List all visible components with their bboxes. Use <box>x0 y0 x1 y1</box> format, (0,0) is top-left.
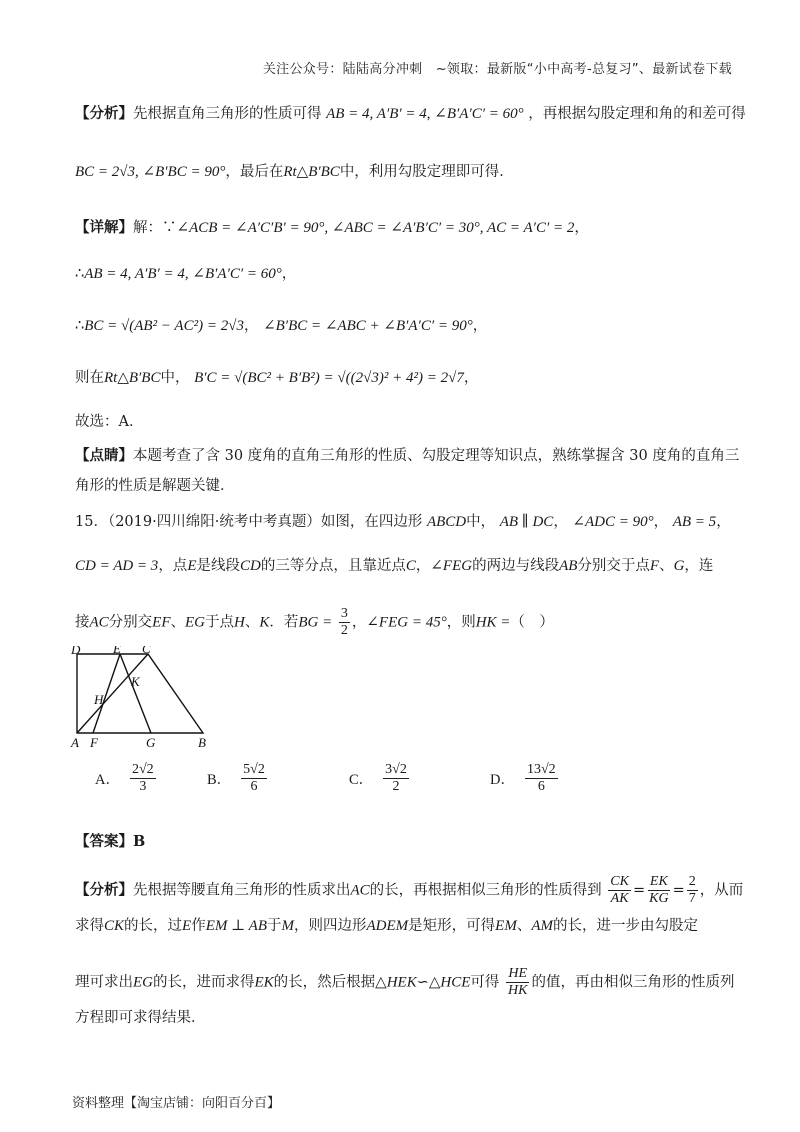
q15-stem-line-3: 接AC分别交EF、EG于点H、K．若BG = $\frac{3}{2}$ ，∠FEG = 45°，则HK =（ ） <box>75 606 554 638</box>
q15-analysis-line-1: 【分析】先根据等腰直角三角形的性质求出AC的长，再根据相似三角形的性质得到 $\frac{CK}{AK}$ = $\frac{EK}{KG}$ = $\frac{2}{7}$ ，从而 <box>75 874 744 906</box>
label-k: K <box>131 674 140 689</box>
math: ∠ADC = 90° <box>572 514 654 530</box>
math: AB = 4, A′B′ = 4, ∠B′A′C′ = 60° <box>326 106 524 122</box>
page-header: 关注公众号：陆陆高分冲刺 ~领取：最新版“小中高考-总复习”、最新试卷下载 <box>262 62 732 77</box>
segment-eg <box>120 654 151 733</box>
label-h: H <box>94 692 104 707</box>
math: ABCD <box>426 514 467 530</box>
choice-c: C． $\frac{3√2}{2}$ <box>349 762 407 794</box>
math: BC = 2√3, ∠B′BC = 90° <box>75 164 226 180</box>
math: ∠B′BC = ∠ABC + ∠B′A′C′ = 90° <box>263 318 473 334</box>
math: Rt△B′BC <box>283 164 340 180</box>
q14-analysis-line-2: BC = 2√3, ∠B′BC = 90°，最后在Rt△B′BC中，利用勾股定理即可得． <box>75 164 514 180</box>
q14-detail-line-2: ∴AB = 4, A′B′ = 4, ∠B′A′C′ = 60°， <box>75 266 297 282</box>
analysis-label: 【分析】 <box>75 881 133 899</box>
choice-a: A． $\frac{2√2}{3}$ <box>95 762 154 794</box>
math: AB ∥ DC <box>499 514 554 530</box>
q15-analysis-line-4: 方程即可求得结果． <box>75 1010 206 1026</box>
math: AB = 5 <box>672 514 717 530</box>
analysis-label: 【分析】 <box>75 105 133 122</box>
detail-label: 【详解】 <box>75 219 133 236</box>
q14-comment-line-2: 角形的性质是解题关键． <box>75 478 235 494</box>
q15-answer: 【答案】B <box>75 833 146 850</box>
q15-stem-line-1: 15．（2019·四川绵阳·统考中考真题）如图，在四边形 ABCD中， AB ∥ DC， ∠ADC = 90°， AB = 5， <box>75 514 731 530</box>
fraction-bg: $\frac{3}{2}$ <box>340 606 348 638</box>
label-f: F <box>90 735 98 750</box>
label-b: B <box>198 735 206 750</box>
label-d: D <box>71 646 81 657</box>
q15-analysis-line-2: 求得CK的长，过E作EM ⊥ AB于M，则四边形ADEM是矩形，可得EM、AM的长，进一步由勾股定 <box>75 918 699 934</box>
segment-ac <box>77 654 148 733</box>
q14-comment-line-1: 【点睛】本题考查了含 30 度角的直角三角形的性质、勾股定理等知识点，熟练掌握含 30 度角的直角三 <box>75 447 740 464</box>
q14-analysis-line-1: 【分析】先根据直角三角形的性质可得 AB = 4, A′B′ = 4, ∠B′A′C′ = 60° ，再根据勾股定理和角的和差可得 <box>75 105 746 122</box>
choice-b: B． $\frac{5√2}{6}$ <box>207 762 265 794</box>
label-a: A <box>71 735 79 750</box>
math: ∠ACB = ∠A′C′B′ = 90°, ∠ABC = ∠A′B′C′ = 30°, AC = A′C′ = 2 <box>176 220 575 236</box>
math: BC = √(AB² − AC²) = 2√3 <box>84 318 244 334</box>
q14-detail-line-4: 则在Rt△B′BC中， B′C = √(BC² + B′B²) = √((2√3)² + 4²) = 2√7， <box>75 370 479 386</box>
label-e: E <box>113 646 121 656</box>
q15-figure <box>70 646 220 752</box>
math: Rt△B′BC <box>104 370 161 386</box>
math: AB = 4, A′B′ = 4, ∠B′A′C′ = 60° <box>84 266 282 282</box>
comment-label: 【点睛】 <box>75 447 133 464</box>
q15-analysis-line-3: 理可求出EG的长，进而求得EK的长，然后根据△HEK∽△HCE可得 $\frac{HE}{HK}$ 的值，再由相似三角形的性质列 <box>75 966 735 998</box>
q14-choose: 故选：A． <box>75 414 144 430</box>
page-footer: 资料整理【淘宝店铺：向阳百分百】 <box>72 1096 281 1111</box>
math: CD = AD = 3 <box>75 558 159 574</box>
label-g: G <box>146 735 156 750</box>
choice-d: D． $\frac{13√2}{6}$ <box>490 762 556 794</box>
q14-detail-line-1: 【详解】解：∵∠ACB = ∠A′C′B′ = 90°, ∠ABC = ∠A′B′C′ = 30°, AC = A′C′ = 2， <box>75 219 589 236</box>
q14-detail-line-3: ∴BC = √(AB² − AC²) = 2√3， ∠B′BC = ∠ABC + ∠B′A′C′ = 90°， <box>75 318 488 334</box>
label-c: C <box>142 646 151 656</box>
q15-stem-line-2: CD = AD = 3，点E是线段CD的三等分点，且靠近点C，∠FEG的两边与线段AB分别交于点F、G，连 <box>75 558 714 574</box>
math: B′C = √(BC² + B′B²) = √((2√3)² + 4²) = 2√7 <box>194 370 464 386</box>
